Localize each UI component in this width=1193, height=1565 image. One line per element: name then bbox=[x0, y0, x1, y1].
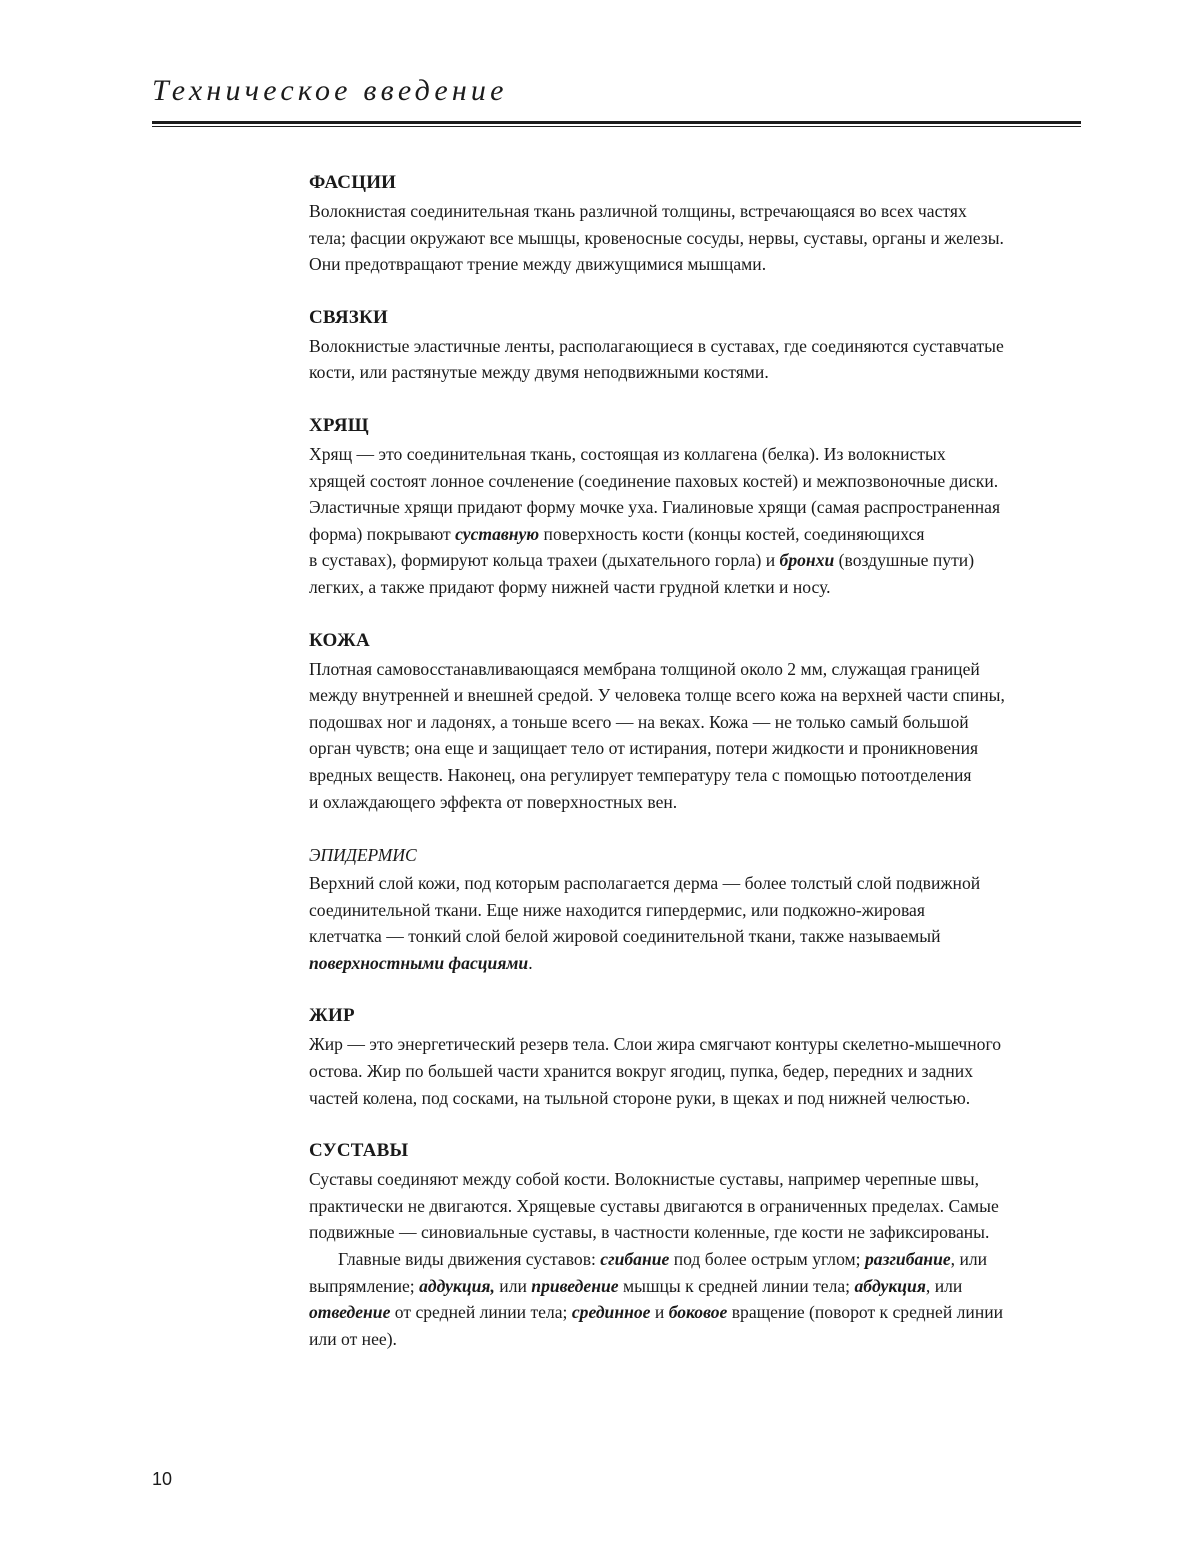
section-title: СВЯЗКИ bbox=[309, 306, 388, 328]
emphasized-term: срединное bbox=[571, 1302, 651, 1323]
text-line: легких, а также придают форму нижней части грудной клетки и носу. bbox=[309, 576, 831, 597]
section-body bbox=[309, 870, 1099, 976]
text-line: Жир — это энергетический резерв тела. Слои жира смягчают контуры скелетно-мышечного bbox=[309, 1034, 1002, 1055]
section-title: КОЖА bbox=[309, 629, 370, 651]
section-body bbox=[309, 441, 1099, 601]
section-skin bbox=[309, 626, 1099, 816]
text-line bbox=[309, 1273, 1099, 1300]
text-run: мышцы к средней линии тела; bbox=[618, 1275, 855, 1296]
section-body-paragraph-2 bbox=[309, 1246, 1099, 1352]
text-run: (воздушные пути) bbox=[834, 550, 975, 571]
emphasized-term: абдукция bbox=[854, 1275, 926, 1296]
section-body bbox=[309, 1031, 1099, 1111]
text-run: . bbox=[528, 952, 533, 973]
text-line: кости, или растянутые между двумя неподвижными костями. bbox=[309, 362, 769, 383]
text-run: вращение (поворот к средней линии bbox=[727, 1302, 1004, 1323]
text-line: Волокнистые эластичные ленты, располагающиеся в суставах, где соединяются суставчатые bbox=[309, 335, 1004, 356]
emphasized-term: приведение bbox=[531, 1275, 619, 1296]
text-run: поверхность кости (концы костей, соединяющихся bbox=[539, 523, 925, 544]
section-title: ХРЯЩ bbox=[309, 414, 369, 436]
text-line: Верхний слой кожи, под которым располагается дерма — более толстый слой подвижной bbox=[309, 873, 981, 894]
section-cartilage bbox=[309, 411, 1099, 601]
section-title: ЖИР bbox=[309, 1005, 355, 1027]
text-run: , или bbox=[925, 1275, 963, 1296]
text-line: частей колена, под сосками, на тыльной стороне руки, в щеках и под нижней челюстью. bbox=[309, 1087, 971, 1108]
text-line: Они предотвращают трение между движущимися мышцами. bbox=[309, 254, 767, 275]
text-run: или bbox=[494, 1275, 532, 1296]
text-line: практически не двигаются. Хрящевые суставы двигаются в ограниченных пределах. Самые bbox=[309, 1195, 999, 1216]
text-run: от средней линии тела; bbox=[390, 1302, 572, 1323]
text-line bbox=[309, 950, 1099, 977]
section-body bbox=[309, 333, 1099, 386]
section-body bbox=[309, 656, 1099, 816]
page-number: 10 bbox=[152, 1469, 173, 1489]
text-line: орган чувств; она еще и защищает тело от истирания, потери жидкости и проникновения bbox=[309, 738, 979, 759]
section-body bbox=[309, 198, 1099, 278]
text-line: и охлаждающего эффекта от поверхностных вен. bbox=[309, 791, 678, 812]
section-ligaments bbox=[309, 303, 1099, 386]
section-title: СУСТАВЫ bbox=[309, 1140, 409, 1162]
text-line: Волокнистая соединительная ткань различной толщины, встречающаяся во всех частях bbox=[309, 201, 967, 221]
section-fascia bbox=[309, 168, 1099, 278]
section-joints bbox=[309, 1136, 1099, 1352]
text-run: , или bbox=[950, 1249, 988, 1270]
text-run: под более острым углом; bbox=[669, 1249, 865, 1270]
text-line: между внутренней и внешней средой. У человека толще всего кожа на верхней части спины, bbox=[309, 685, 1005, 706]
text-line bbox=[309, 547, 1099, 574]
text-line: хрящей состоят лонное сочленение (соединение паховых костей) и межпозвоночные диски. bbox=[309, 470, 999, 491]
text-run: выпрямление; bbox=[309, 1275, 420, 1296]
text-line: Эластичные хрящи придают форму мочке уха. Гиалиновые хрящи (самая распространенная bbox=[309, 497, 1001, 518]
section-title: ФАСЦИИ bbox=[309, 172, 397, 193]
emphasized-term: аддукция, bbox=[419, 1275, 495, 1296]
text-line bbox=[309, 1246, 1099, 1273]
text-line bbox=[309, 1299, 1099, 1326]
emphasized-term: боковое bbox=[668, 1302, 728, 1323]
text-run: Главные виды движения суставов: bbox=[338, 1249, 601, 1270]
text-line: клетчатка — тонкий слой белой жировой соединительной ткани, также называемый bbox=[309, 926, 941, 947]
section-fat bbox=[309, 1001, 1099, 1111]
emphasized-term: отведение bbox=[309, 1302, 391, 1323]
text-line: подвижные — синовиальные суставы, в частности коленные, где кости не зафиксированы. bbox=[309, 1222, 990, 1243]
text-run: в суставах), формируют кольца трахеи (дыхательного горла) и bbox=[309, 550, 780, 571]
emphasized-term: суставную bbox=[455, 523, 540, 544]
text-line: вредных веществ. Наконец, она регулирует температуру тела с помощью потоотделения bbox=[309, 764, 972, 785]
text-line: тела; фасции окружают все мышцы, кровеносные сосуды, нервы, суставы, органы и железы. bbox=[309, 227, 1004, 248]
text-run: и bbox=[650, 1302, 669, 1323]
text-line: остова. Жир по большей части хранится вокруг ягодиц, пупка, бедер, передних и задних bbox=[309, 1061, 974, 1082]
text-line: Хрящ — это соединительная ткань, состоящая из коллагена (белка). Из волокнистых bbox=[309, 443, 946, 464]
header-rule-thin bbox=[152, 126, 1081, 127]
text-line: подошвах ног и ладонях, а тоньше всего — на веках. Кожа — не только самый большой bbox=[309, 711, 969, 732]
text-line: Плотная самовосстанавливающаяся мембрана толщиной около 2 мм, служащая границей bbox=[309, 658, 980, 679]
header-rule-thick bbox=[152, 121, 1081, 124]
main-text bbox=[309, 168, 1099, 1377]
text-line: Суставы соединяют между собой кости. Волокнистые суставы, например черепные швы, bbox=[309, 1169, 979, 1190]
text-run: форма) покрывают bbox=[309, 523, 456, 544]
emphasized-term: поверхностными фасциями bbox=[309, 952, 529, 973]
text-line bbox=[309, 521, 1099, 548]
emphasized-term: разгибание bbox=[864, 1249, 951, 1270]
running-head: Техническое введение bbox=[152, 74, 508, 107]
text-line: или от нее). bbox=[309, 1328, 397, 1349]
subsection-title: ЭПИДЕРМИС bbox=[309, 845, 417, 866]
section-epidermis bbox=[309, 840, 1099, 976]
emphasized-term: сгибание bbox=[600, 1249, 670, 1270]
text-line: соединительной ткани. Еще ниже находится гипердермис, или подкожно-жировая bbox=[309, 899, 925, 920]
emphasized-term: бронхи bbox=[779, 550, 835, 571]
section-body bbox=[309, 1166, 1099, 1246]
